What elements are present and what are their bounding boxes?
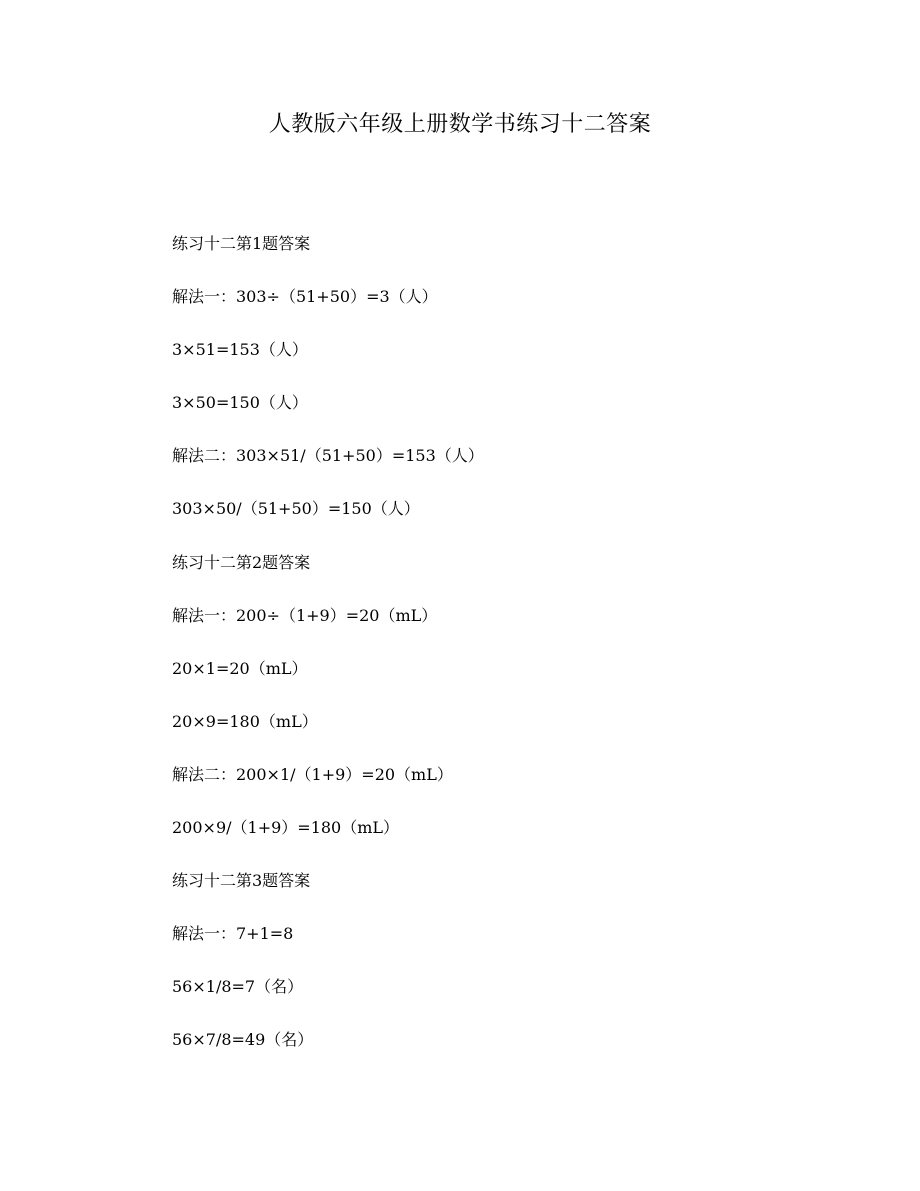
document-title: 人教版六年级上册数学书练习十二答案 [268,112,652,137]
answer-line: 3×51=153（人） [172,340,308,360]
section-heading-2: 练习十二第2题答案 [172,552,311,572]
answer-line: 20×9=180（mL） [172,711,318,731]
answer-line: 解法一：303÷（51+50）=3（人） [172,287,438,307]
answer-line: 解法二：303×51/（51+50）=153（人） [172,446,484,466]
answer-line: 解法一：7+1=8 [172,924,294,944]
answer-line: 56×1/8=7（名） [172,977,304,997]
answer-line: 3×50=150（人） [172,393,308,413]
section-heading-1: 练习十二第1题答案 [172,234,311,253]
answer-line: 303×50/（51+50）=150（人） [172,499,420,519]
answer-list [172,230,852,1080]
answer-line: 56×7/8=49（名） [172,1030,314,1050]
answer-line: 200×9/（1+9）=180（mL） [172,818,400,838]
answer-line: 解法一：200÷（1+9）=20（mL） [172,605,438,625]
answer-line: 解法二：200×1/（1+9）=20（mL） [172,764,453,784]
answer-line: 20×1=20（mL） [172,658,308,678]
section-heading-3: 练习十二第3题答案 [172,871,311,891]
